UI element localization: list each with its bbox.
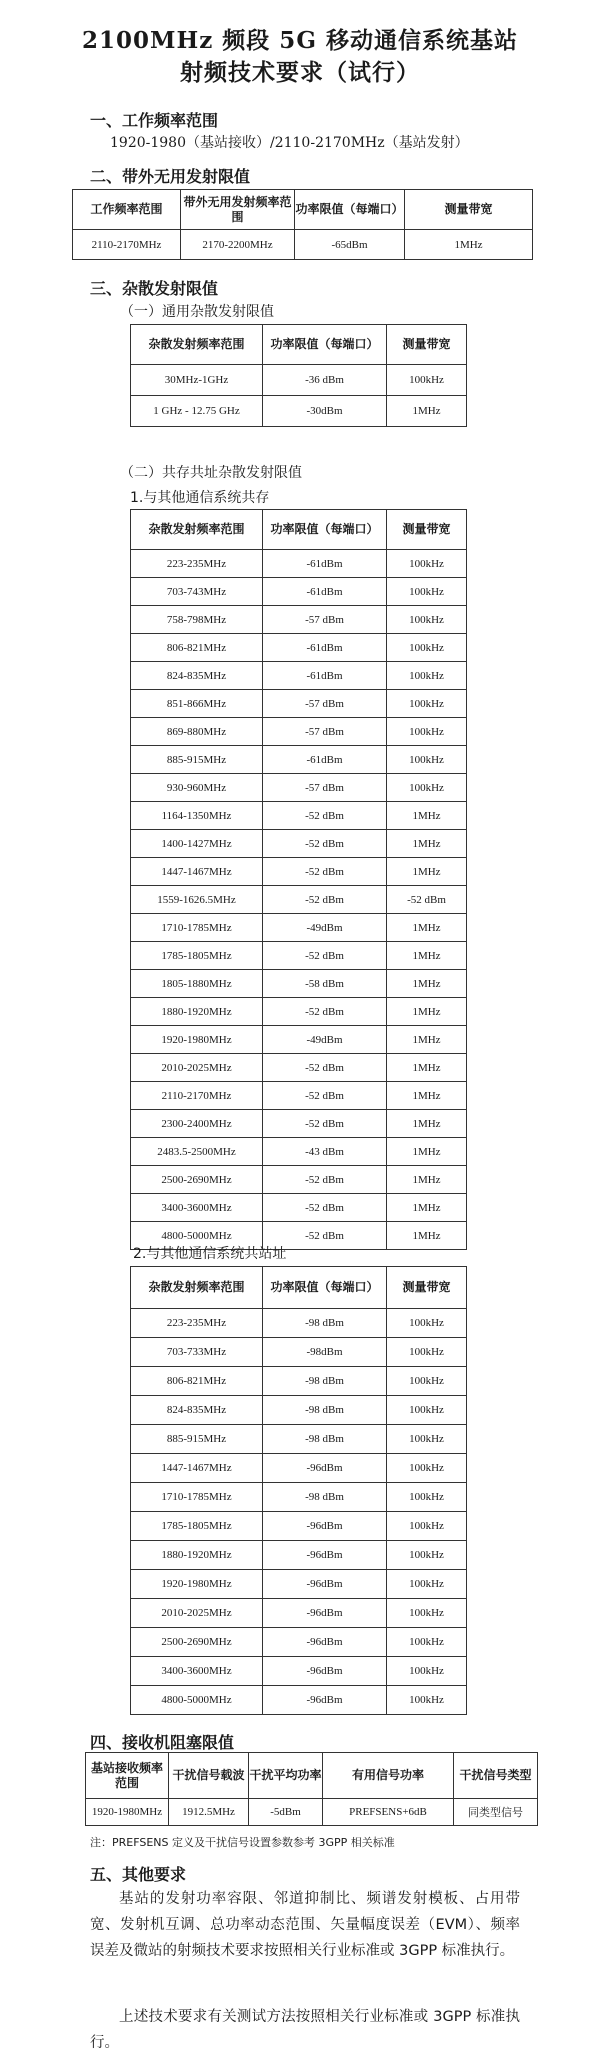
table-row xyxy=(131,858,467,886)
table-cell: 100kHz xyxy=(387,662,467,690)
table-row xyxy=(131,1338,467,1367)
table-cell: 2500-2690MHz xyxy=(131,1628,263,1657)
table-row xyxy=(131,718,467,746)
table-cell: 100kHz xyxy=(387,690,467,718)
table-header-row xyxy=(131,510,467,550)
header-cell: 杂散发射频率范围 xyxy=(131,510,263,550)
table-cell: 851-866MHz xyxy=(131,690,263,718)
table-row xyxy=(131,1541,467,1570)
table-cell: 1MHz xyxy=(387,1166,467,1194)
table-row xyxy=(131,578,467,606)
doc-title-line1: 2100MHz 频段 5G 移动通信系统基站 xyxy=(82,27,518,54)
table-cell: -52 dBm xyxy=(263,998,387,1026)
table-cell: 758-798MHz xyxy=(131,606,263,634)
general-spurious-heading: （一）通用杂散发射限值 xyxy=(120,304,274,320)
table-cell: 100kHz xyxy=(387,550,467,578)
table-cell: 2170-2200MHz xyxy=(181,230,295,260)
table-cell: 223-235MHz xyxy=(131,550,263,578)
section1-heading: 一、工作频率范围 xyxy=(90,111,219,130)
table-cell: 4800-5000MHz xyxy=(131,1222,263,1250)
table-cell: 100kHz xyxy=(387,634,467,662)
table-cell: -96dBm xyxy=(263,1541,387,1570)
table-cell: -98 dBm xyxy=(263,1425,387,1454)
table-cell: 30MHz-1GHz xyxy=(131,365,263,396)
table-cell: 1400-1427MHz xyxy=(131,830,263,858)
table-row xyxy=(131,1054,467,1082)
table-cell: 1MHz xyxy=(387,1026,467,1054)
table-cell: -61dBm xyxy=(263,634,387,662)
table-row xyxy=(131,774,467,802)
table-cell: -52 dBm xyxy=(387,886,467,914)
table-cell: 1805-1880MHz xyxy=(131,970,263,998)
table-cell: 2500-2690MHz xyxy=(131,1166,263,1194)
table-row xyxy=(131,1483,467,1512)
table-row xyxy=(131,1166,467,1194)
table-cell: 1MHz xyxy=(387,1054,467,1082)
table-cell: 100kHz xyxy=(387,1686,467,1715)
table-cell: 100kHz xyxy=(387,365,467,396)
table-header-row xyxy=(131,325,467,365)
table-cell: -52 dBm xyxy=(263,1194,387,1222)
table-cell: -49dBm xyxy=(263,1026,387,1054)
colocation-spurious-table xyxy=(130,1266,467,1715)
section2-heading: 二、带外无用发射限值 xyxy=(90,167,251,186)
table-cell: -52 dBm xyxy=(263,1166,387,1194)
table-cell: 1447-1467MHz xyxy=(131,1454,263,1483)
table-row xyxy=(131,1309,467,1338)
table-cell: -96dBm xyxy=(263,1628,387,1657)
table-cell: 100kHz xyxy=(387,606,467,634)
table-cell: 703-733MHz xyxy=(131,1338,263,1367)
table-row xyxy=(131,1570,467,1599)
table-cell: 1MHz xyxy=(387,802,467,830)
table-cell: -61dBm xyxy=(263,662,387,690)
table-cell: 100kHz xyxy=(387,1367,467,1396)
table-cell: 1MHz xyxy=(387,942,467,970)
other-requirements-paragraph: 基站的发射功率容限、邻道抑制比、频谱发射模板、占用带宽、发射机互调、总功率动态范围、矢量幅度误差（EVM）、频率误差及微站的射频技术要求按照相关行业标准或 3GPP 标准执行。 xyxy=(90,1891,520,1959)
table-cell: 885-915MHz xyxy=(131,746,263,774)
table-cell: 1880-1920MHz xyxy=(131,998,263,1026)
table-cell: 100kHz xyxy=(387,1512,467,1541)
table-cell: 1MHz xyxy=(387,1082,467,1110)
table-cell: 1MHz xyxy=(387,970,467,998)
table-cell: 1559-1626.5MHz xyxy=(131,886,263,914)
table-cell: 100kHz xyxy=(387,746,467,774)
header-cell: 干扰信号类型 xyxy=(454,1753,538,1799)
table-cell: -98 dBm xyxy=(263,1483,387,1512)
table-cell: 824-835MHz xyxy=(131,1396,263,1425)
table-row xyxy=(131,886,467,914)
table-cell: 1MHz xyxy=(387,1138,467,1166)
header-cell: 杂散发射频率范围 xyxy=(131,1267,263,1309)
section3-heading: 三、杂散发射限值 xyxy=(90,279,219,298)
table-cell: 3400-3600MHz xyxy=(131,1194,263,1222)
general-spurious-table xyxy=(130,324,467,427)
table-header-row xyxy=(86,1753,538,1799)
table-cell: -96dBm xyxy=(263,1686,387,1715)
table-cell: 2010-2025MHz xyxy=(131,1054,263,1082)
table-row xyxy=(131,365,467,396)
table-cell: 2300-2400MHz xyxy=(131,1110,263,1138)
table-row xyxy=(131,1599,467,1628)
table-cell: -96dBm xyxy=(263,1512,387,1541)
table-row xyxy=(131,662,467,690)
table-cell: 1MHz xyxy=(387,858,467,886)
table-cell: 100kHz xyxy=(387,1599,467,1628)
header-cell: 工作频率范围 xyxy=(73,190,181,230)
table-cell: 885-915MHz xyxy=(131,1425,263,1454)
table-cell: 同类型信号 xyxy=(454,1799,538,1826)
blocking-note: 注：PREFSENS 定义及干扰信号设置参数参考 3GPP 相关标准 xyxy=(90,1836,395,1849)
header-cell: 功率限值（每端口） xyxy=(263,325,387,365)
header-cell: 有用信号功率 xyxy=(323,1753,454,1799)
table-row xyxy=(131,1628,467,1657)
table-cell: -57 dBm xyxy=(263,606,387,634)
doc-title-line2: 射频技术要求（试行） xyxy=(180,59,420,86)
table-cell: -61dBm xyxy=(263,746,387,774)
table-cell: -98 dBm xyxy=(263,1309,387,1338)
table-cell: -98dBm xyxy=(263,1338,387,1367)
table-cell: -57 dBm xyxy=(263,690,387,718)
header-cell: 干扰平均功率 xyxy=(249,1753,323,1799)
coexistence-spurious-table xyxy=(130,509,467,1250)
table-cell: 1MHz xyxy=(387,1110,467,1138)
table-cell: 2483.5-2500MHz xyxy=(131,1138,263,1166)
table-cell: -61dBm xyxy=(263,578,387,606)
table-cell: 2110-2170MHz xyxy=(73,230,181,260)
coexist-spurious-heading: （二）共存共址杂散发射限值 xyxy=(120,465,302,481)
table-row xyxy=(131,606,467,634)
table-row xyxy=(131,1194,467,1222)
table-row xyxy=(86,1799,538,1826)
table-cell: 2010-2025MHz xyxy=(131,1599,263,1628)
table-cell: -65dBm xyxy=(295,230,405,260)
table-cell: -52 dBm xyxy=(263,858,387,886)
table-header-row xyxy=(131,1267,467,1309)
table-row xyxy=(131,1657,467,1686)
table-cell: -61dBm xyxy=(263,550,387,578)
table-row xyxy=(131,942,467,970)
table-cell: 100kHz xyxy=(387,1483,467,1512)
table-cell: 1920-1980MHz xyxy=(131,1570,263,1599)
table-cell: 824-835MHz xyxy=(131,662,263,690)
table-row xyxy=(131,690,467,718)
table-row xyxy=(131,830,467,858)
table-row xyxy=(73,230,533,260)
table-row xyxy=(131,1454,467,1483)
header-cell: 功率限值（每端口） xyxy=(263,510,387,550)
table-row xyxy=(131,1396,467,1425)
table-cell: 1920-1980MHz xyxy=(86,1799,169,1826)
table-cell: 806-821MHz xyxy=(131,1367,263,1396)
table-cell: 100kHz xyxy=(387,774,467,802)
table-cell: 100kHz xyxy=(387,1396,467,1425)
table-cell: 1MHz xyxy=(387,396,467,427)
table-row xyxy=(131,1512,467,1541)
table-cell: 1MHz xyxy=(405,230,533,260)
table-row xyxy=(131,802,467,830)
header-cell: 杂散发射频率范围 xyxy=(131,325,263,365)
table-cell: 3400-3600MHz xyxy=(131,1657,263,1686)
table-cell: 1MHz xyxy=(387,998,467,1026)
table-cell: -52 dBm xyxy=(263,1054,387,1082)
section4-heading: 四、接收机阻塞限值 xyxy=(90,1733,235,1752)
table-cell: -30dBm xyxy=(263,396,387,427)
table-row xyxy=(131,396,467,427)
header-cell: 功率限值（每端口） xyxy=(263,1267,387,1309)
table-cell: -57 dBm xyxy=(263,718,387,746)
table-cell: 2110-2170MHz xyxy=(131,1082,263,1110)
table-cell: 100kHz xyxy=(387,1338,467,1367)
table-row xyxy=(131,998,467,1026)
table-cell: 100kHz xyxy=(387,1425,467,1454)
table-cell: -49dBm xyxy=(263,914,387,942)
table-cell: 100kHz xyxy=(387,1541,467,1570)
table-row xyxy=(131,1026,467,1054)
header-cell: 功率限值（每端口） xyxy=(295,190,405,230)
table-cell: -98 dBm xyxy=(263,1396,387,1425)
table-cell: 1 GHz - 12.75 GHz xyxy=(131,396,263,427)
table-cell: 100kHz xyxy=(387,578,467,606)
table-row xyxy=(131,1082,467,1110)
table-cell: -96dBm xyxy=(263,1599,387,1628)
table-cell: PREFSENS+6dB xyxy=(323,1799,454,1826)
header-cell: 带外无用发射频率范围 xyxy=(181,190,295,230)
table-cell: -52 dBm xyxy=(263,1110,387,1138)
table-cell: 1785-1805MHz xyxy=(131,942,263,970)
header-cell: 基站接收频率范围 xyxy=(86,1753,169,1799)
table-cell: 1785-1805MHz xyxy=(131,1512,263,1541)
freq-range-text: 1920-1980（基站接收）/2110-2170MHz（基站发射） xyxy=(110,135,469,151)
table-cell: -52 dBm xyxy=(263,886,387,914)
coexistence-heading: 1.与其他通信系统共存 xyxy=(130,490,270,506)
table-cell: -96dBm xyxy=(263,1454,387,1483)
table-row xyxy=(131,634,467,662)
table-cell: 100kHz xyxy=(387,1570,467,1599)
table-cell: -96dBm xyxy=(263,1657,387,1686)
table-row xyxy=(131,1367,467,1396)
table-cell: -52 dBm xyxy=(263,802,387,830)
table-cell: -96dBm xyxy=(263,1570,387,1599)
table-cell: 1710-1785MHz xyxy=(131,1483,263,1512)
table-header-row xyxy=(73,190,533,230)
table-cell: 100kHz xyxy=(387,718,467,746)
table-cell: 1164-1350MHz xyxy=(131,802,263,830)
table-row xyxy=(131,914,467,942)
header-cell: 测量带宽 xyxy=(387,1267,467,1309)
table-cell: -57 dBm xyxy=(263,774,387,802)
table-cell: 930-960MHz xyxy=(131,774,263,802)
table-row xyxy=(131,1138,467,1166)
table-row xyxy=(131,970,467,998)
header-cell: 测量带宽 xyxy=(387,510,467,550)
test-methods-paragraph: 上述技术要求有关测试方法按照相关行业标准或 3GPP 标准执行。 xyxy=(90,2009,520,2051)
table-cell: 100kHz xyxy=(387,1628,467,1657)
table-cell: 869-880MHz xyxy=(131,718,263,746)
table-cell: 1710-1785MHz xyxy=(131,914,263,942)
table-cell: 100kHz xyxy=(387,1454,467,1483)
table-cell: -43 dBm xyxy=(263,1138,387,1166)
table-cell: -98 dBm xyxy=(263,1367,387,1396)
table-cell: 1MHz xyxy=(387,1194,467,1222)
header-cell: 测量带宽 xyxy=(405,190,533,230)
section5-heading: 五、其他要求 xyxy=(90,1865,187,1884)
table-cell: 1MHz xyxy=(387,914,467,942)
table-cell: 806-821MHz xyxy=(131,634,263,662)
table-cell: 1447-1467MHz xyxy=(131,858,263,886)
table-cell: 703-743MHz xyxy=(131,578,263,606)
table-cell: 223-235MHz xyxy=(131,1309,263,1338)
table-cell: -52 dBm xyxy=(263,1082,387,1110)
table-cell: 4800-5000MHz xyxy=(131,1686,263,1715)
header-cell: 测量带宽 xyxy=(387,325,467,365)
table-cell: 1912.5MHz xyxy=(169,1799,249,1826)
header-cell: 干扰信号载波 xyxy=(169,1753,249,1799)
receiver-blocking-table xyxy=(85,1752,538,1826)
table-cell: 1MHz xyxy=(387,1222,467,1250)
table-cell: 100kHz xyxy=(387,1657,467,1686)
table-cell: 1MHz xyxy=(387,830,467,858)
table-row xyxy=(131,550,467,578)
table-row xyxy=(131,1686,467,1715)
table-cell: -5dBm xyxy=(249,1799,323,1826)
table-cell: -52 dBm xyxy=(263,1222,387,1250)
table-row xyxy=(131,1110,467,1138)
table-cell: -58 dBm xyxy=(263,970,387,998)
table-row xyxy=(131,746,467,774)
table-cell: -52 dBm xyxy=(263,830,387,858)
table-cell: -36 dBm xyxy=(263,365,387,396)
table-cell: 100kHz xyxy=(387,1309,467,1338)
oob-emission-table xyxy=(72,189,533,260)
table-cell: 1880-1920MHz xyxy=(131,1541,263,1570)
table-cell: 1920-1980MHz xyxy=(131,1026,263,1054)
table-row xyxy=(131,1425,467,1454)
colocation-heading: 2.与其他通信系统共站址 xyxy=(133,1246,287,1262)
table-cell: -52 dBm xyxy=(263,942,387,970)
